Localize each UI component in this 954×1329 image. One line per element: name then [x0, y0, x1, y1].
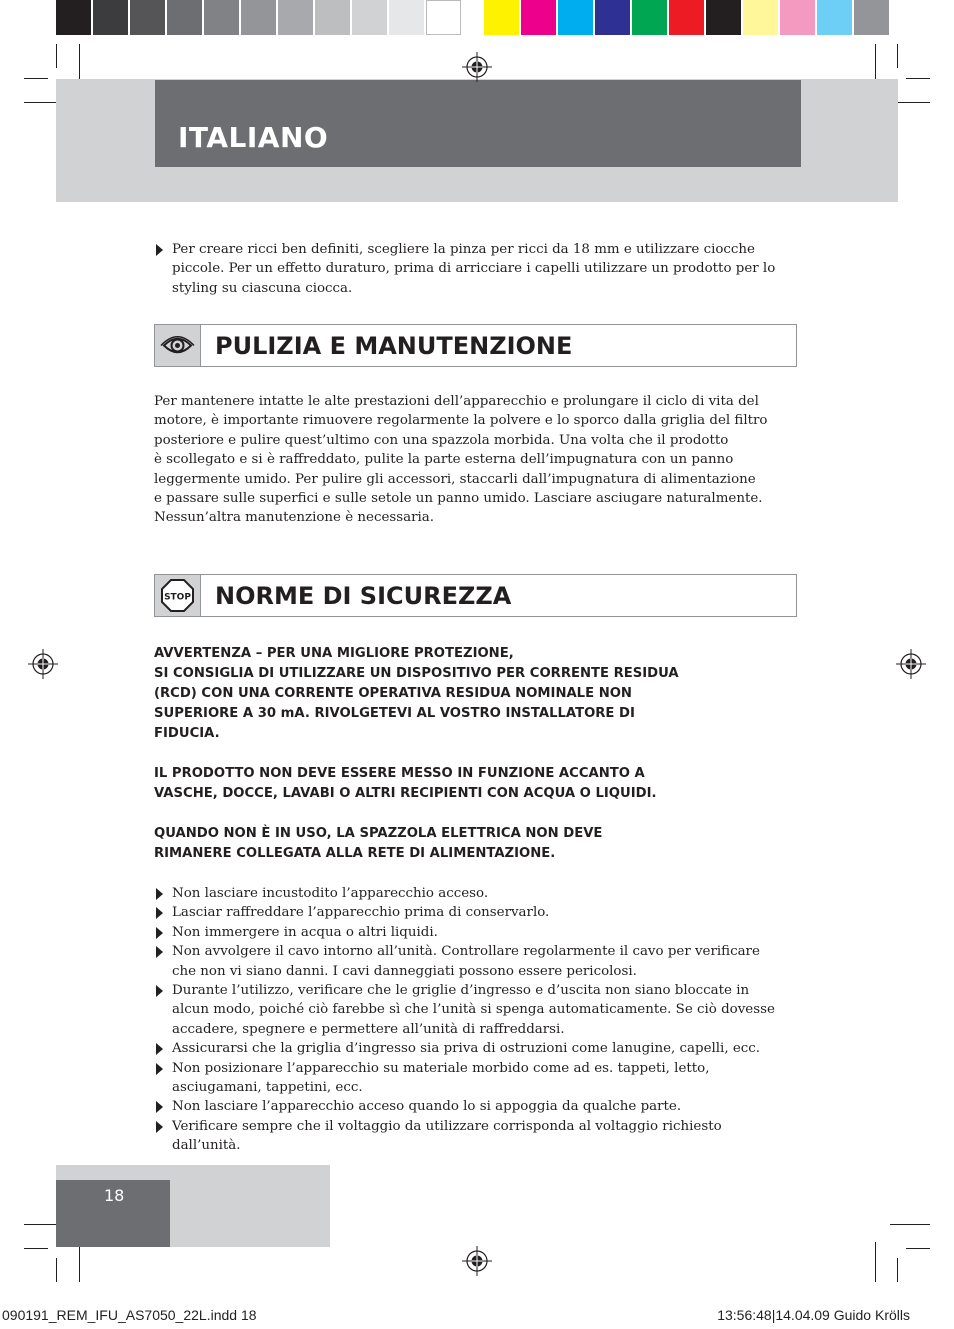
- page-number: 18: [104, 1186, 125, 1205]
- color-swatch: [93, 0, 128, 35]
- color-swatch: [632, 0, 667, 35]
- paragraph-line: e passare sulle superfici e sulle setole un panno umido. Lasciare asciugare naturalmente.: [154, 491, 763, 507]
- bullet-arrow-icon: [156, 1121, 163, 1133]
- stop-sign-text: STOP: [164, 592, 191, 603]
- paragraph-line: leggermente umido. Per pulire gli accessori, staccarli dall’impugnatura di alimentazione: [154, 471, 756, 487]
- warning-line: RIMANERE COLLEGATA ALLA RETE DI ALIMENTAZIONE.: [154, 846, 556, 861]
- bullet-arrow-icon: [156, 1043, 163, 1055]
- color-swatch: [130, 0, 165, 35]
- bullet-line: alcun modo, poiché ciò farebbe sì che l’unità si spenga automaticamente. Se ciò dovesse: [172, 1002, 775, 1018]
- crop-mark: [24, 1248, 48, 1249]
- bullet-line: Non lasciare l’apparecchio acceso quando lo si appoggia da qualche parte.: [172, 1099, 682, 1115]
- list-item: [154, 1039, 794, 1058]
- stop-sign-icon: [155, 575, 200, 616]
- paragraph-line: è scollegato e si è raffreddato, pulite la parte esterna dell’impugnatura con un panno: [154, 452, 734, 468]
- warning-line: SI CONSIGLIA DI UTILIZZARE UN DISPOSITIVO PER CORRENTE RESIDUA: [154, 666, 679, 681]
- color-swatch: [352, 0, 387, 35]
- color-swatch: [595, 0, 630, 35]
- bullet-arrow-icon: [156, 946, 163, 958]
- section-icon-cell: [155, 325, 201, 366]
- color-swatch: [669, 0, 704, 35]
- bullet-line: Per creare ricci ben definiti, scegliere la pinza per ricci da 18 mm e utilizzare ciocche: [172, 242, 755, 257]
- section-header-safety: [154, 574, 797, 617]
- section-title: NORME DI SICUREZZA: [215, 582, 512, 610]
- bullet-line: Durante l’utilizzo, verificare che le griglie d’ingresso e d’uscita non siano bloccate in: [172, 983, 750, 999]
- list-item: [154, 1097, 794, 1116]
- crop-mark: [897, 1258, 898, 1282]
- bullet-arrow-icon: [156, 927, 163, 939]
- list-item: [154, 903, 794, 922]
- crop-mark: [56, 1258, 57, 1282]
- bullet-line: Non immergere in acqua o altri liquidi.: [172, 924, 438, 940]
- color-swatch: [204, 0, 239, 35]
- intro-bullet-list: [154, 240, 794, 298]
- paragraph-line: Nessun’altra manutenzione è necessaria.: [154, 510, 435, 526]
- bullet-arrow-icon: [156, 1063, 163, 1075]
- crop-mark: [875, 1242, 876, 1282]
- color-swatch: [706, 0, 741, 35]
- bullet-line: Assicurarsi che la griglia d’ingresso sia priva di ostruzioni come lanugine, capelli, ecc.: [172, 1041, 761, 1057]
- bullet-line: Non lasciare incustodito l’apparecchio acceso.: [172, 886, 489, 901]
- warning-line: VASCHE, DOCCE, LAVABI O ALTRI RECIPIENTI CON ACQUA O LIQUIDI.: [154, 786, 657, 801]
- process-color-bar: [484, 0, 891, 38]
- color-swatch: [278, 0, 313, 35]
- list-item: [154, 240, 794, 298]
- registration-mark-icon: [28, 649, 58, 679]
- grey-color-bar: [56, 0, 463, 38]
- warning-line: FIDUCIA.: [154, 726, 220, 741]
- warning-block: [154, 824, 794, 864]
- page-title: ITALIANO: [178, 121, 329, 154]
- color-swatch: [521, 0, 556, 35]
- bullet-line: Lasciar raffreddare l’apparecchio prima di conservarlo.: [172, 905, 550, 921]
- crop-mark: [79, 1242, 80, 1282]
- color-swatch: [167, 0, 202, 35]
- bullet-arrow-icon: [156, 985, 163, 997]
- list-item: [154, 923, 794, 942]
- warning-line: (RCD) CON UNA CORRENTE OPERATIVA RESIDUA NOMINALE NON: [154, 686, 632, 701]
- warning-line: SUPERIORE A 30 mA. RIVOLGETEVI AL VOSTRO INSTALLATORE DI: [154, 706, 635, 721]
- section-icon-cell: [155, 575, 201, 616]
- bullet-line: Verificare sempre che il voltaggio da utilizzare corrisponda al voltaggio richiesto: [172, 1118, 722, 1134]
- bullet-line: Non avvolgere il cavo intorno all’unità. Controllare regolarmente il cavo per verificare: [172, 944, 760, 960]
- paragraph-line: posteriore e pulire quest’ultimo con una spazzola morbida. Una volta che il prodotto: [154, 432, 729, 448]
- crop-mark: [890, 1224, 930, 1225]
- bullet-line: dall’unità.: [172, 1138, 241, 1154]
- bullet-line: piccole. Per un effetto duraturo, prima di arricciare i capelli utilizzare un prodotto per lo: [172, 261, 776, 277]
- color-swatch: [780, 0, 815, 35]
- crop-mark: [897, 44, 898, 68]
- color-swatch: [743, 0, 778, 35]
- color-swatch: [558, 0, 593, 35]
- safety-bullet-list: [154, 884, 794, 1156]
- list-item: [154, 884, 794, 903]
- crop-mark: [906, 1248, 930, 1249]
- bullet-line: styling su ciascuna ciocca.: [172, 280, 353, 296]
- list-item: [154, 942, 794, 981]
- eye-icon: [155, 325, 200, 366]
- section-title: PULIZIA E MANUTENZIONE: [215, 332, 573, 360]
- color-swatch: [484, 0, 519, 35]
- crop-mark: [56, 44, 57, 68]
- color-swatch: [389, 0, 424, 35]
- crop-mark: [24, 78, 48, 79]
- slug-file-info: 090191_REM_IFU_AS7050_22L.indd 18: [2, 1307, 257, 1323]
- bullet-arrow-icon: [156, 888, 163, 900]
- bullet-arrow-icon: [156, 244, 163, 256]
- color-swatch: [56, 0, 91, 35]
- bullet-line: asciugamani, tappetini, ecc.: [172, 1080, 363, 1096]
- warning-block: [154, 764, 794, 804]
- bullet-arrow-icon: [156, 1101, 163, 1113]
- registration-mark-icon: [462, 52, 492, 82]
- warning-line: QUANDO NON È IN USO, LA SPAZZOLA ELETTRICA NON DEVE: [154, 826, 603, 841]
- section-header-cleaning: [154, 324, 797, 367]
- color-swatch: [817, 0, 852, 35]
- bullet-arrow-icon: [156, 907, 163, 919]
- paragraph-line: Per mantenere intatte le alte prestazioni dell’apparecchio e prolungare il ciclo di vita del: [154, 394, 759, 409]
- color-swatch: [241, 0, 276, 35]
- crop-mark: [906, 78, 930, 79]
- color-swatch: [315, 0, 350, 35]
- paragraph-line: motore, è importante rimuovere regolarmente la polvere e lo sporco dalla griglia del filtro: [154, 413, 768, 429]
- registration-mark-icon: [462, 1246, 492, 1276]
- list-item: [154, 1059, 794, 1098]
- warning-line: IL PRODOTTO NON DEVE ESSERE MESSO IN FUNZIONE ACCANTO A: [154, 766, 645, 781]
- warning-block: [154, 644, 794, 744]
- bullet-line: accadere, spegnere e permettere all’unità di raffreddarsi.: [172, 1021, 565, 1037]
- list-item: [154, 981, 794, 1039]
- cleaning-paragraph: [154, 392, 794, 528]
- bullet-line: Non posizionare l’apparecchio su materiale morbido come ad es. tappeti, letto,: [172, 1060, 710, 1076]
- color-swatch: [854, 0, 889, 35]
- list-item: [154, 1117, 794, 1156]
- color-swatch: [426, 0, 461, 35]
- slug-timestamp: 13:56:48|14.04.09 Guido Krölls: [717, 1307, 910, 1323]
- warning-line: AVVERTENZA – PER UNA MIGLIORE PROTEZIONE,: [154, 646, 514, 661]
- registration-mark-icon: [896, 649, 926, 679]
- bullet-line: che non vi siano danni. I cavi danneggiati possono essere pericolosi.: [172, 963, 637, 979]
